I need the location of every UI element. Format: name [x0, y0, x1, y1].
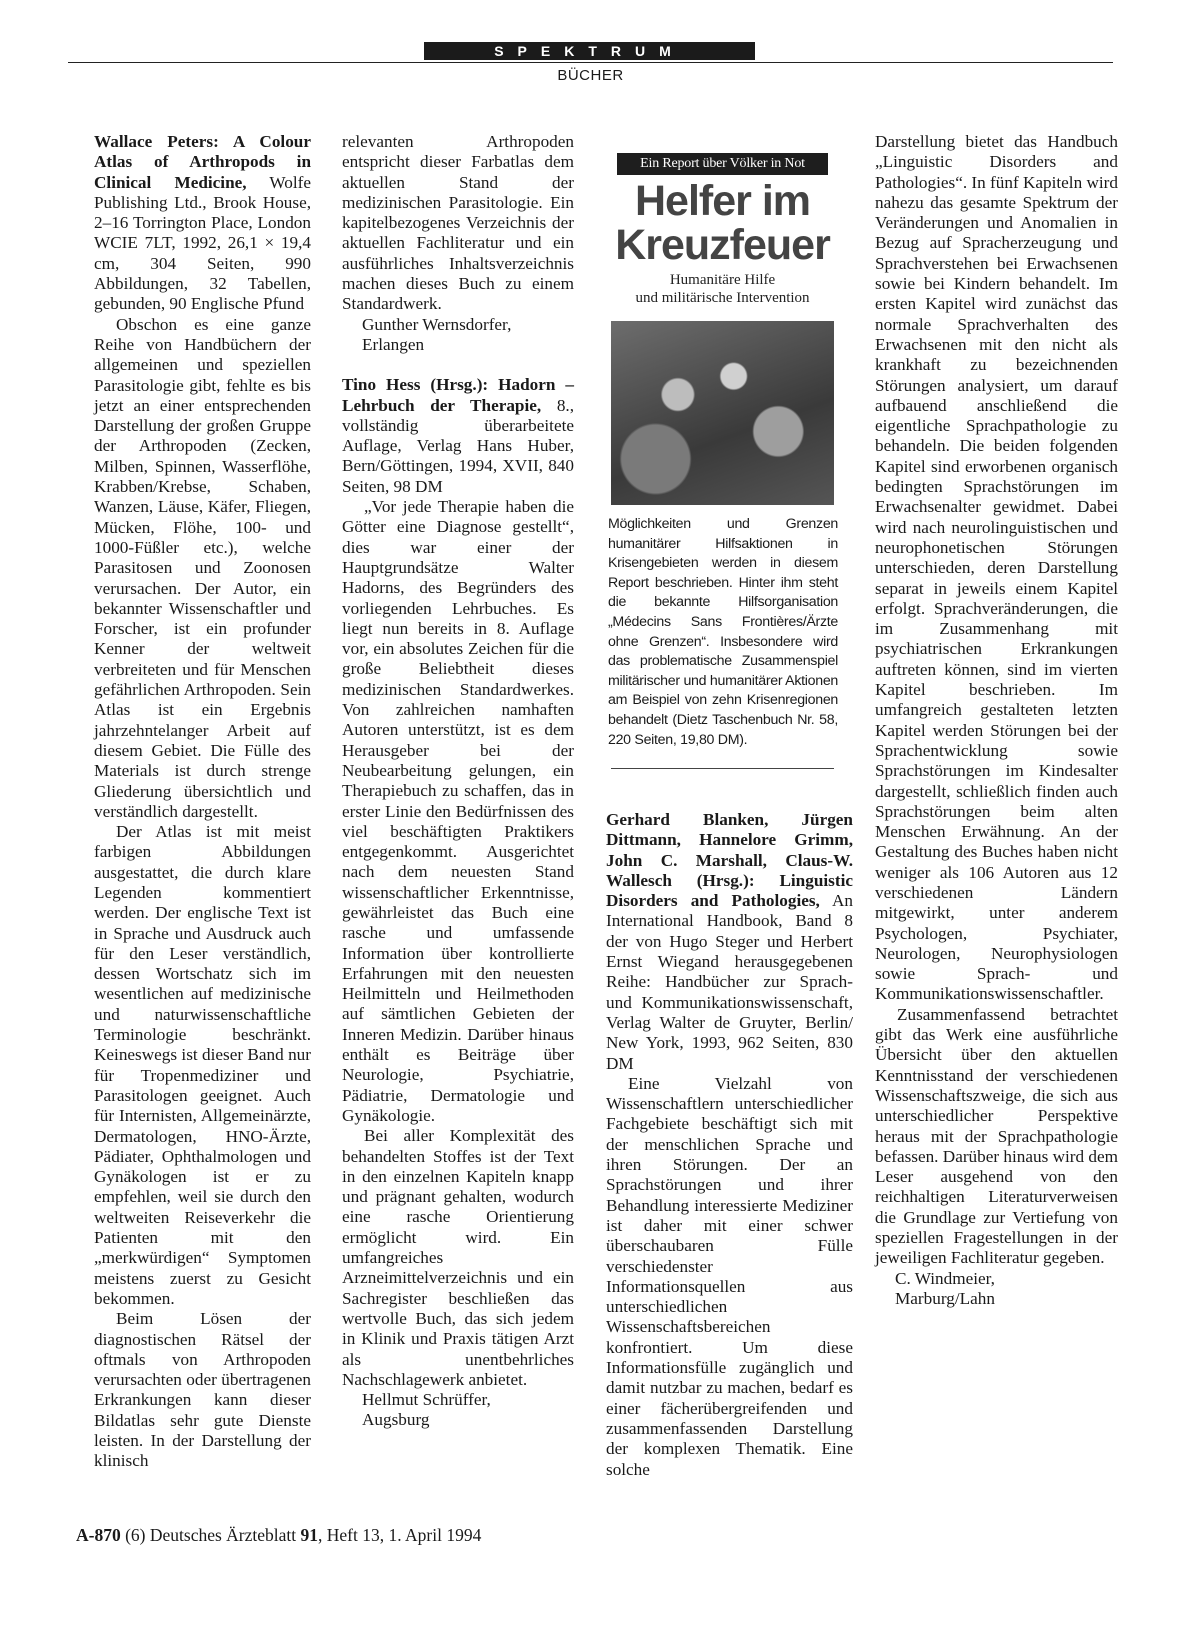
- book-cover-caption: Möglichkeiten und Grenzen humanitärer Hilfsaktionen in Krisengebieten werden in diesem Report beschrieben. Hinter ihm steht die bekannte Hilfsorganisation „Médecins Sans Frontières/Ärzte ohne Grenzen“. Insbesondere wird das problematische Zusammenspiel militärischer und humanitärer Aktionen am Beispiel von zehn Krisenregionen behandelt (Dietz Taschenbuch Nr. 58, 220 Seiten, 19,80 DM).: [608, 516, 838, 748]
- reviewer-place: Augsburg: [362, 1410, 430, 1430]
- journal-issue-date: , Heft 13, 1. April 1994: [318, 1525, 482, 1545]
- reviewer-name: Gunther Wernsdorfer,: [362, 314, 512, 334]
- column-3: [606, 810, 853, 1480]
- review-2-signature: [342, 1390, 574, 1431]
- review-2-paragraph-1: „Vor jede Therapie haben die Götter eine Diagnose gestellt“, dies war einer der Hauptgrundsätze Walter Hadorns, des Begründers des vorliegenden Lehrbuches. Es liegt nun bereits in 8. Auflage vor, ein absolutes Zeichen für die große Beliebtheit dieses medizinischen Standardwerkes. Von zahlreichen namhaften Autoren unterstützt, ist es dem Herausgeber bei der Neubearbeitung gelungen, ein Therapiebuch zu schaffen, das in erster Linie den Bedürfnissen des viel beschäftigten Praktikers entgegenkommt. Ausgerichtet nach dem neuesten Stand wissenschaftlicher Erkenntnisse, gewährleistet das Buch eine rasche und umfassende Information über kontrollierte Erfahrungen mit den neuesten Heilmitteln und Heilmethoden auf sämtlichen Gebieten der Inneren Medizin. Darüber hinaus enthält es Beiträge über Neurologie, Psychiatrie, Pädiatrie, Dermatologie und Gynäkologie.: [342, 497, 574, 1125]
- review-title-2: Tino Hess (Hrsg.): Hadorn – Lehrbuch der Therapie,: [342, 375, 574, 415]
- review-biblio-2: 8., vollständig überarbeitete Auflage, Verlag Hans Huber, Bern/Göttingen, 1994, XVII, 840 Seiten, 98 DM: [342, 395, 575, 496]
- journal-volume: 91: [300, 1525, 319, 1545]
- journal-name: Deutsches Ärzteblatt: [149, 1525, 297, 1545]
- page-sub-number: (6): [125, 1525, 146, 1545]
- page-number: A-870: [76, 1525, 121, 1545]
- book-cover-subtitle-line-1: Humanitäre Hilfe: [669, 272, 776, 288]
- review-1-paragraph-3: Beim Lösen der diagnostischen Rätsel der oftmals von Arthropoden verursachten oder übertragenen Erkrankungen kann dieser Bildatlas sehr gute Dienste leisten. In der Darstellung der klinisch: [94, 1309, 311, 1471]
- section-banner: SPEKTRUM: [424, 42, 755, 60]
- review-1-paragraph-1: Obschon es eine ganze Reihe von Handbüchern der allgemeinen und speziellen Parasitologie gibt, fehlte es bis jetzt an einer entsprechenden Darstellung der großen Gruppe der Arthropoden (Zecken, Milben, Spinnen, Wasserflöhe, Krabben/Krebse, Schaben, Wanzen, Läuse, Käfer, Fliegen, Mücken, Flöhe, 100- und 1000-Füßler etc.), welche Parasitosen und Zoonosen verursachen. Der Autor, ein bekannter Wissenschaftler und Forscher, ist ein profunder Kenner der weltweit verbreiteten und für Menschen gefährlichen Arthropoden. Sein Atlas ist ein Ergebnis jahrzehntelanger Arbeit auf diesem Gebiet. Die Fülle des Materials ist durch strenge Gliederung übersichtlich und verständlich dargestellt.: [94, 314, 311, 821]
- review-heading-2: [342, 375, 574, 497]
- reviewer-place: Erlangen: [362, 334, 425, 354]
- book-cover-subtitle-line-2: und militärische Intervention: [635, 290, 810, 306]
- review-heading-3: [606, 810, 853, 1074]
- column-1: [94, 132, 311, 1472]
- book-cover-title-line-1: Helfer im: [634, 177, 810, 225]
- column-4: [875, 132, 1118, 1309]
- reviewer-name: C. Windmeier,: [895, 1268, 995, 1288]
- review-title-1: Wallace Peters: A Colour Atlas of Arthropods in Clinical Medicine,: [94, 132, 311, 192]
- caption-divider: [611, 768, 834, 769]
- review-3-paragraph-1: Eine Vielzahl von Wissenschaftlern unterschiedlicher Fachgebiete beschäftigt sich mit der menschlichen Sprache und ihren Störungen. Der an Sprachstörungen und ihrer Behandlung interessierte Mediziner ist daher mit einer schwer überschaubaren Fülle verschiedenster Informationsquellen aus unterschiedlichen Wissenschaftsbereichen konfrontiert. Um diese Informationsfülle zugänglich und damit nutzbar zu machen, bedarf es einer fächerübergreifenden und zusammenfassenden Darstellung der komplexen Thematik. Eine solche: [606, 1073, 853, 1479]
- review-3-signature: [875, 1269, 1118, 1310]
- reviewer-name: Hellmut Schrüffer,: [362, 1390, 491, 1410]
- review-3-paragraph-2: Darstellung bietet das Handbuch „Linguistic Disorders and Pathologies“. In fünf Kapiteln wird nahezu das gesamte Spektrum der Veränderungen und Anomalien in Bezug auf Spracherzeugung und Sprachverstehen bei Erwachsenen sowie bei Kindern behandelt. Im ersten Kapitel wird zunächst das normale Sprachverhalten des Erwachsenen mit den nicht als krankhaft zu bezeichnenden Störungen analysiert, um darauf aufbauend anschließend die eigentliche Sprachpathologie zu behandeln. Die beiden folgenden Kapitel sind erworbenen organisch bedingten Sprachstörungen im Erwachsenalter gewidmet. Dabei wird nach neurolinguistischen und neurophonetischen Störungen unterschieden, deren Darstellung separat in jeweils einem Kapitel erfolgt. Sprachveränderungen, die im Zusammenhang mit psychiatrischen Erkrankungen auftreten können, sind im vierten Kapitel beschrieben. Im umfangreich gestalteten letzten Kapitel werden Störungen bei der Sprachentwicklung sowie Sprachstörungen im Kindesalter dargestellt, schließlich finden auch Sprachstörungen beim alten Menschen Erwähnung. An der Gestaltung des Buches haben nicht weniger als 106 Autoren aus 12 verschiedenen Ländern mitgewirkt, unter anderem Psychologen, Psychiater, Neurologen, Neurophysiologen sowie Sprach- und Kommunikationswissenschaftler.: [875, 132, 1118, 1004]
- book-cover-photo: [611, 321, 834, 505]
- book-cover-title-line-2: Kreuzfeuer: [615, 221, 830, 269]
- review-title-3: Gerhard Blanken, Jürgen Dittmann, Hannelore Grimm, John C. Marshall, Claus-W. Wallesch (Hrsg.): Linguistic Disorders and Pathologies,: [606, 810, 853, 911]
- review-1-paragraph-2: Der Atlas ist mit meist farbigen Abbildungen ausgestattet, die durch klare Legenden kommentiert werden. Der englische Text ist in Sprache und Ausdruck auch für den Leser verständlich, dessen Wortschatz sich im wesentlichen auf medizinische und naturwissenschaftliche Terminologie beschränkt. Keineswegs ist dieser Band nur für Tropenmediziner und Parasitologen geeignet. Auch für Internisten, Allgemeinärzte, Dermatologen, HNO-Ärzte, Pädiater, Ophthalmologen und Gynäkologen ist er zu empfehlen, weil sie durch den weltweiten Reiseverkehr die Patienten mit den „merkwürdigen“ Symptomen meistens zuerst zu Gesicht bekommen.: [94, 822, 311, 1308]
- book-cover-subtitle: [611, 271, 834, 307]
- book-cover-image: [611, 143, 834, 505]
- page-footer: [76, 1525, 481, 1546]
- review-biblio-3: An International Handbook, Band 8 der von Hugo Steger und Herbert Ernst Wiegand herausgegebenen Reihe: Handbücher zur Sprach- und Kommunikationswissenschaft, Verlag Walter de Gruyter, Berlin/ New York, 1993, 962 Seiten, 830 DM: [606, 891, 853, 1073]
- review-2-paragraph-2: Bei aller Komplexität des behandelten Stoffes ist der Text in den einzelnen Kapiteln knapp und prägnant gehalten, wodurch eine rasche Orientierung ermöglicht wird. Ein umfangreiches Arzneimittelverzeichnis und ein Sachregister beschließen das wertvolle Buch, das sich jedem in Klinik und Praxis tätigen Arzt als unentbehrliches Nachschlagewerk anbietet.: [342, 1126, 574, 1389]
- header-rule: [68, 62, 1113, 63]
- review-heading-1: [94, 132, 311, 315]
- review-3-paragraph-3: Zusammenfassend betrachtet gibt das Werk eine ausführliche Übersicht über den aktuellen Kenntnisstand der verschiedenen Wissenschaftszweige, die sich aus unterschiedlicher Perspektive heraus mit der Sprachpathologie befassen. Darüber hinaus wird dem Leser ausgehend von den reichhaltigen Literaturverweisen die Grundlage zur Vertiefung von speziellen Fragestellungen in der jeweiligen Fachliteratur gegeben.: [875, 1004, 1118, 1268]
- section-subtitle: BÜCHER: [557, 67, 624, 84]
- book-cover-band: Ein Report über Völker in Not: [617, 153, 828, 175]
- book-cover-top: [611, 143, 834, 321]
- book-cover-title: [611, 179, 834, 267]
- review-biblio-1: Wolfe Publishing Ltd., Brook House, 2–16 Torrington Place, London WCIE 7LT, 1992, 26,1 × 19,4 cm, 304 Seiten, 990 Abbildungen, 32 Tabellen, gebunden, 90 Englische Pfund: [94, 172, 311, 314]
- review-1-signature: [342, 315, 574, 356]
- review-1-paragraph-continued: relevanten Arthropoden entspricht dieser Farbatlas dem aktuellen Stand der medizinischen Parasitologie. Ein kapitelbezogenes Verzeichnis der aktuellen Fachliteratur und ein ausführliches Inhaltsverzeichnis machen dieses Buch zu einem Standardwerk.: [342, 132, 574, 314]
- reviewer-place: Marburg/Lahn: [895, 1288, 995, 1308]
- column-2: [342, 132, 574, 1431]
